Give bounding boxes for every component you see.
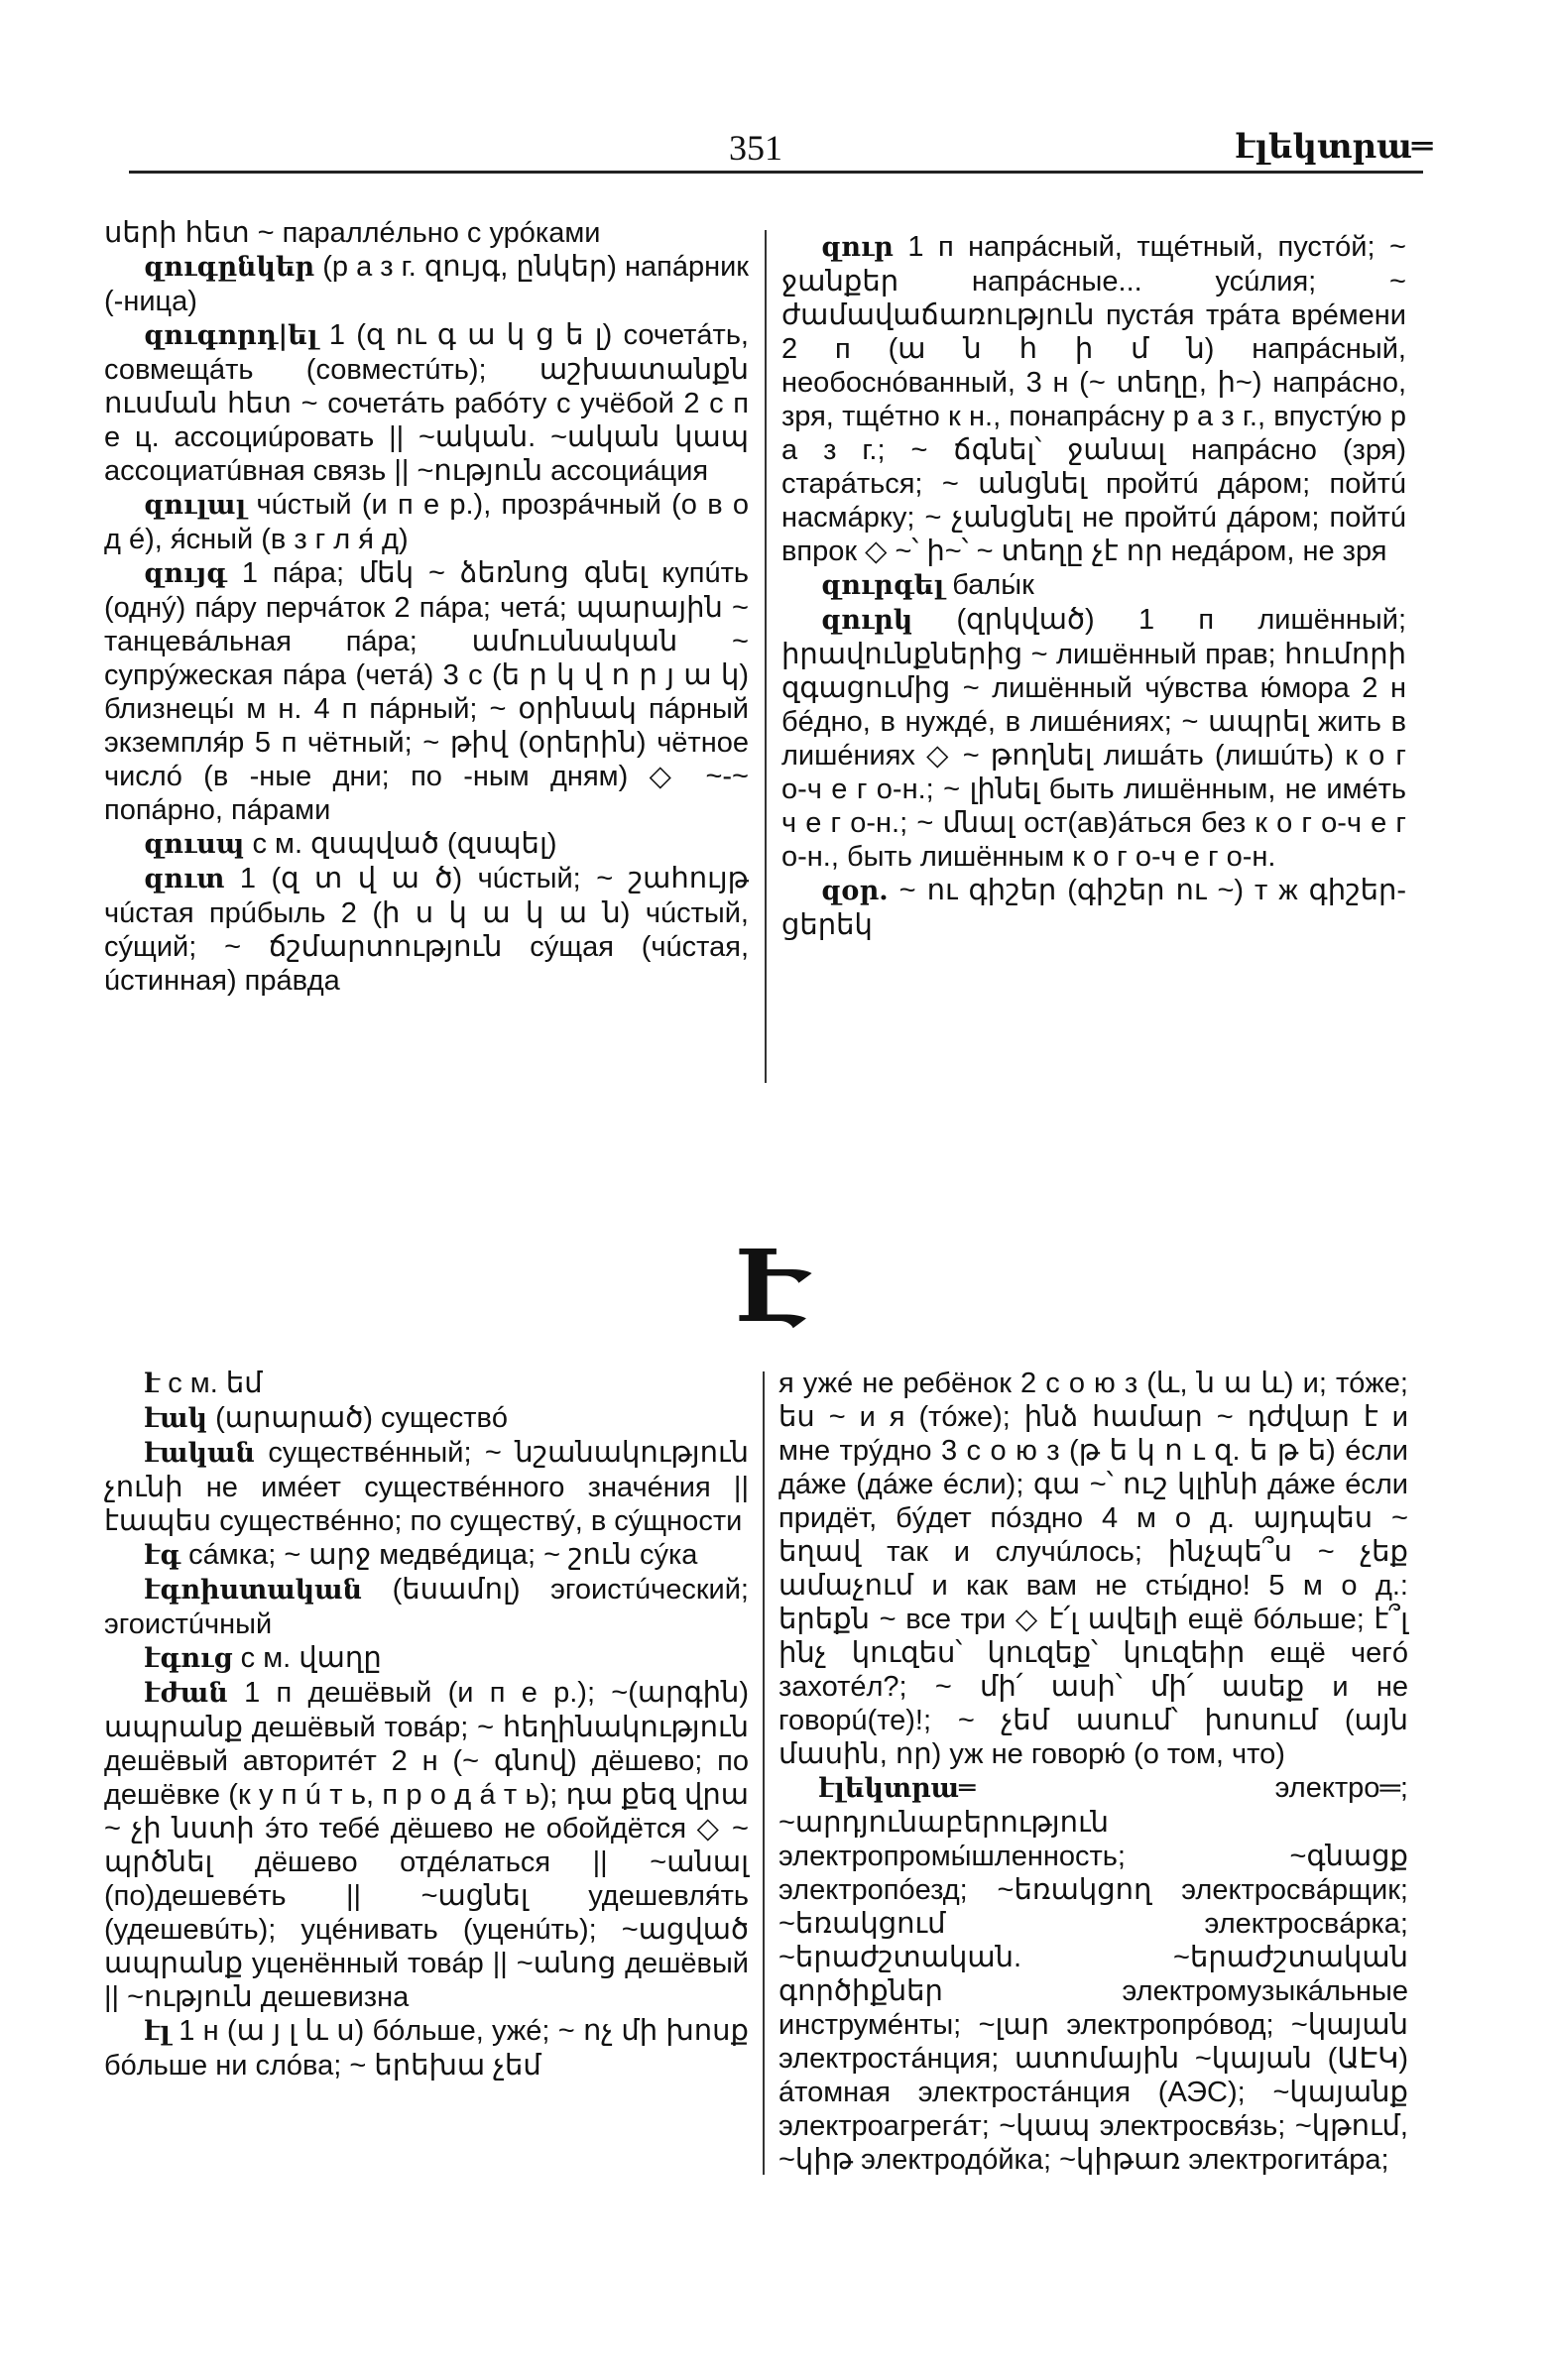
dictionary-entry — [104, 1401, 749, 1436]
entry-headword: էական — [144, 1438, 255, 1469]
entry-headword: զօր. — [821, 876, 889, 906]
section-letter: Է — [736, 1228, 810, 1345]
entry-definition: 1 п дешёвый (и п е р.); ~(արգին) ապրանք дешёвый товáр; ~ հեղինակություն дешёвый авторитéт 2 н (~ գնով) дёшево; по дешёвке (к у п ú т ь, п р о д á т ь); դա քեզ վրա ~ չի նստի э́то тебé дёшево не обойдётся ◇ ~ պրծնել дёшево отдéлаться || ~անալ (по)дешевéть || ~ացնել удешевля́ть (удешевúть); уцéнивать (уценúть); ~ացված ապրանք уценённый товáр || ~անոց дешёвый || ~ություն дешевизна — [104, 1677, 749, 2013]
column-divider-bottom — [763, 1371, 765, 2175]
page-number: 351 — [729, 128, 782, 168]
entry-definition: (եսամոլ) эгоистúческий; эгоистúчный — [104, 1574, 749, 1640]
entry-headword: էգ — [144, 1540, 181, 1571]
dictionary-entry — [104, 318, 749, 488]
entry-definition: с м. զսպված (զսպել) — [244, 828, 557, 860]
dictionary-entry — [104, 1641, 749, 1676]
entry-headword: զուր — [821, 232, 894, 263]
dictionary-entry — [104, 216, 749, 250]
entry-definition: балы́к — [944, 569, 1034, 601]
entry-definition: 1 (զ տ վ ա ծ) чúстый; ~ շահույթ чúстая прúбыль 2 (ի ս կ ա կ ա ն) чúстый, сýщий; ~ ճշմարտություն сýщая (чúстая, úстинная) прáвда — [104, 863, 749, 997]
dictionary-entry — [104, 250, 749, 318]
entry-definition: ~ ու գիշեր (գիշեր ու ~) т ж գիշեր-ցերեկ — [781, 875, 1406, 941]
entry-definition: с м. եմ — [160, 1368, 263, 1399]
dictionary-entry — [781, 603, 1406, 874]
entry-definition: я ужé не ребёнок 2 с о ю з (և, ն ա և) и; тóже; ես ~ и я (тóже); ինձ համար ~ դժվար է и мне трýдно 3 с о ю з (թ ե կ ո ւ զ. ե թ ե) éсли дáже (дáже éсли); գա ~՝ ուշ կլինի дáже éсли придёт, бýдет пóздно 4 м о д. այդպես ~ եղավ так и случúлось; ինչպե՞ս ~ չեք ամաչում и как вам не сты́дно! 5 м о д.: երեքն ~ все три ◇ է՛լ ավելի ещё бóльше; է՞լ ինչ կուզես՝ կուզեք՝ կուզեիր ещё чегó захотéл?; ~ մի՛ ասի՝ մի՛ ասեք и не говорú(те)!; ~ չեմ ասում՝ խոսում (այն մասին, որ) уж не говорю́ (о том, что) — [778, 1368, 1408, 1770]
entry-definition: чúстый (и п е р.), прозрáчный (о в о д é), я́сный (в з г л я́ д) — [104, 489, 749, 555]
entry-headword: էգոիստական — [144, 1575, 363, 1606]
entry-definition: 1 н (ա յ լ և ս) бóльше, ужé; ~ ոչ մի խոսք бóльше ни слóва; ~ երեխա չեմ — [104, 2015, 749, 2082]
entry-headword: զուգորդ|ել — [144, 320, 318, 351]
entry-definition: сáмка; ~ արջ медвéдица; ~ շուն сýка — [180, 1539, 698, 1571]
column-top-right — [781, 230, 1406, 942]
dictionary-entry — [104, 1676, 749, 2014]
entry-definition: 1 п напрáсный, тщéтный, пустóй; ~ ջանքեր напрáсные... усúлия; ~ ժամավաճառություն пустáя трáта врéмени 2 п (ա ն հ ի մ ն) напрáсный, необоснóванный, 3 н (~ տեղը, ի~) напрáсно, зря, тщéтно к н., понапрáсну р а з г., впустýю р а з г.; ~ ճգնել՝ ջանալ напрáсно (зря) старáться; ~ անցնել пройтú дáром; пойтú насмáрку; ~ չանցնել не пройтú дáром; пойтú впрок ◇ ~՝ ի~՝ ~ տեղը չէ որ недáром, не зря — [781, 231, 1406, 567]
dictionary-entry — [104, 1436, 749, 1538]
dictionary-entry — [781, 874, 1406, 942]
entry-definition: (արարած) существó — [207, 1402, 509, 1434]
dictionary-entry — [104, 1367, 749, 1401]
entry-definition: սերի հետ ~ параллéльно с урóками — [104, 217, 601, 249]
dictionary-entry — [778, 1367, 1408, 1771]
dictionary-entry — [104, 827, 749, 862]
entry-definition: существéнный; ~ նշանակություն չունի не имéет существéнного значéния || էապես существéнно; по существý, в сýщности — [104, 1437, 749, 1537]
dictionary-entry — [781, 568, 1406, 603]
column-divider-top — [765, 230, 767, 1083]
entry-headword: է — [144, 1368, 161, 1399]
entry-headword: զուլալ — [144, 490, 247, 521]
entry-headword: էլ — [144, 2016, 171, 2047]
dictionary-entry — [781, 230, 1406, 568]
column-bottom-left — [104, 1367, 749, 2082]
entry-definition: (զրկված) 1 п лишённый; իրավունքներից ~ лишённый прав; հումորի զգացումից ~ лишённый чýвства ю́мора 2 н бéдно, в нуждé, в лишéниях; ~ ապրել жить в лишéниях ◇ ~ թողնել лишáть (лишúть) к о г о-ч е г о-н.; ~ լինել быть лишённым, не имéть ч е г о-н.; ~ մնալ ост(ав)áться без к о г о-ч е г о-н., быть лишённым к о г о-ч е г о-н. — [781, 604, 1406, 873]
dictionary-entry — [104, 1538, 749, 1573]
entry-headword: զուսպ — [144, 829, 245, 860]
entry-headword: զուտ — [144, 864, 225, 894]
dictionary-entry — [104, 2014, 749, 2082]
entry-definition: с м. վաղը — [232, 1642, 382, 1674]
header-rule — [129, 171, 1423, 174]
entry-headword: էժան — [144, 1678, 228, 1709]
entry-headword: զուրգել — [821, 570, 945, 601]
entry-definition: 1 (զ ու գ ա կ ց ե լ) сочетáть, совмещáть (совместúть); աշխատանքն ուսման հետ ~ сочетáть рабóту с учёбой 2 с п е ц. ассоциúровать || ~ական. ~ական կապ ассоциатúвная связь || ~ություն ассоциáция — [104, 319, 749, 487]
entry-definition: электро═; ~արդյունաբերություն электропромы́шленность; ~գնացք электропóезд; ~եռակցող электросвáрщик; ~եռակցում электросвáрка; ~երաժշտական. ~երաժշտական գործիքներ электромузыкáльные инструмéнты; ~լար электропрóвод; ~կայան электростáнция; ատոմային ~կայան (ԱԷԿ) áтомная электростáнция (АЭС); ~կայանք электроагрегáт; ~կապ электросвя́зь; ~կթում, ~կիթ электродóйка; ~կիթառ электрогитáра; — [778, 1772, 1408, 2176]
dictionary-entry — [104, 556, 749, 827]
guide-word: էլեկտրա═ — [1235, 127, 1433, 167]
column-bottom-right — [778, 1367, 1408, 2177]
entry-headword: զուրկ — [821, 605, 913, 636]
entry-headword: զույգ — [144, 558, 227, 589]
dictionary-entry — [778, 1771, 1408, 2177]
entry-headword: զուգընկեր — [144, 252, 315, 283]
dictionary-entry — [104, 488, 749, 556]
entry-definition: (р а з г. զույգ, ընկեր) напáрник (-ница) — [104, 251, 749, 317]
entry-headword: էլեկտրա═ — [818, 1773, 976, 1804]
dictionary-entry — [104, 862, 749, 998]
entry-headword: էակ — [144, 1403, 208, 1434]
dictionary-entry — [104, 1573, 749, 1641]
column-top-left — [104, 216, 749, 998]
entry-headword: էգուց — [144, 1643, 233, 1674]
entry-definition: 1 пáра; մեկ ~ ձեռնոց գնել купúть (однý) пáру перчáток 2 пáра; четá; պարային ~ танцевáльная пáра; ամուսնական ~ супрýжеская пáра (четá) 3 с (ե ր կ վ ո ր յ ա կ) близнецы́ м н. 4 п пáрный; ~ օրինակ пáрный экземпля́р 5 п чётный; ~ թիվ (օրերին) чётное числó (в -ные дни; по -ным дням) ◇ ~-~ попáрно, пáрами — [104, 557, 749, 826]
